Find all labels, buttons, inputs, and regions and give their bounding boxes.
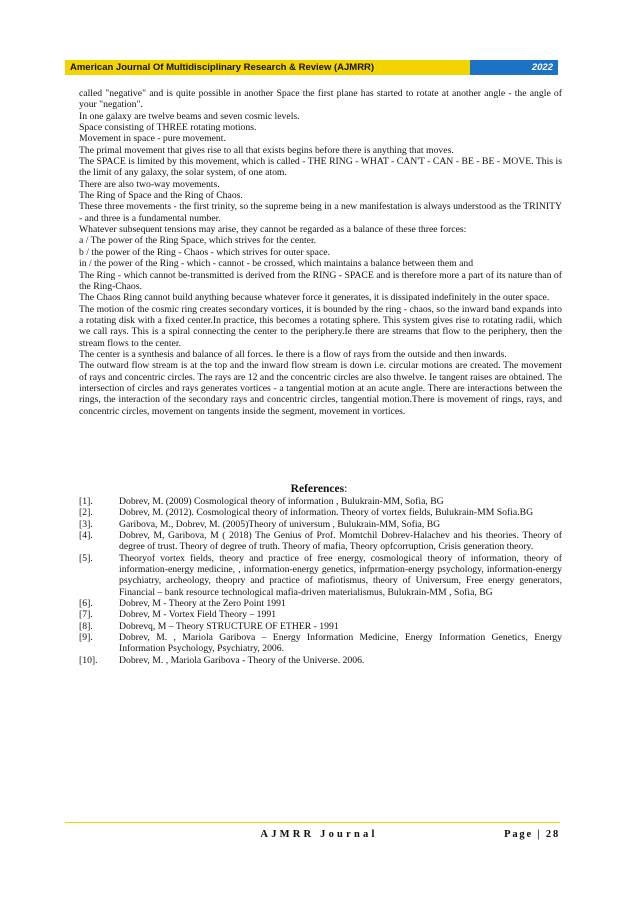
body-paragraph: The SPACE is limited by this movement, which is called - THE RING - WHAT - CAN'T - CAN - BE - BE - MOVE. This is the limit of any galaxy, the solar system, of one atom. <box>79 156 562 179</box>
reference-text: Dobrev, M. (2009) Cosmological theory of information , Bulukrain-MM, Sofia, BG <box>119 496 444 507</box>
footer-journal-label: AJMRR Journal <box>260 829 378 840</box>
reference-item <box>79 530 562 553</box>
body-paragraph: The center is a synthesis and balance of all forces. Ie there is a flow of rays from the outside and then inwards. <box>79 348 507 360</box>
journal-header-bar <box>65 60 558 75</box>
body-paragraph: The outward flow stream is at the top and the inward flow stream is down i.e. circular motions are created. The movement of rays and concentric circles. The rays are 12 and the concentric circles are also thwelve. Ie tangent raises are obtained. The intersection of circles and rays generates vortices - a tangential motion at an acute angle. There are interactions between the rings, the interaction of the secondary rays and concentric circles, tangential motion.There is movement of rings, rays, and concentric circles, movement on tangents inside the segment, movement in vortices. <box>79 360 562 417</box>
reference-item <box>79 598 562 609</box>
body-paragraph: In one galaxy are twelve beams and seven cosmic levels. <box>79 110 300 122</box>
reference-number: [1]. <box>79 496 93 507</box>
reference-text: Garibova, M., Dobrev, M. (2005)Theory of universum , Bulukrain-MM, Sofia, BG <box>119 518 441 530</box>
reference-text: Dobrev, M, Garibova, M ( 2018) The Genius of Prof. Momtchil Dobrev-Halachev and his theories. Theory of degree of trust. Theory of degree of truth. Theory of mafia, Theory opfcorruption, Crisis generation theory. <box>119 530 562 553</box>
body-paragraph: Movement in space - pure movement. <box>79 133 226 145</box>
reference-item <box>79 621 562 632</box>
footer-page-number: Page | 28 <box>504 829 560 840</box>
body-paragraph: The Ring of Space and the Ring of Chaos. <box>79 190 243 202</box>
body-paragraph: called "negative" and is quite possible in another Space the first plane has started to rotate at another angle - the angle of your "negation". <box>79 88 562 111</box>
reference-number: [2]. <box>79 507 93 519</box>
reference-number: [3]. <box>79 518 93 530</box>
reference-item <box>79 553 562 598</box>
references-list <box>79 496 562 666</box>
journal-year: 2022 <box>470 60 558 75</box>
reference-text: Dobrev, M. , Mariola Garibova – Energy Information Medicine, Energy Information Genetics, Energy Information Psychology, Psychiatry, 2006. <box>119 632 562 655</box>
reference-item <box>79 507 562 518</box>
body-paragraph: Space consisting of THREE rotating motions. <box>79 122 257 134</box>
body-paragraph: The Chaos Ring cannot build anything because whatever force it generates, it is dissipated indefinitely in the outer space. <box>79 292 550 304</box>
reference-number: [5]. <box>79 552 93 564</box>
reference-number: [8]. <box>79 620 93 632</box>
reference-item <box>79 519 562 530</box>
journal-title: American Journal Of Multidisciplinary Research & Review (AJMRR) <box>65 60 470 75</box>
reference-number: [10]. <box>79 654 98 666</box>
body-paragraph: Whatever subsequent tensions may arise, they cannot be regarded as a balance of these three forces: <box>79 224 467 236</box>
reference-number: [9]. <box>79 632 93 644</box>
reference-item <box>79 609 562 620</box>
body-paragraph: b / the power of the Ring - Chaos - which strives for outer space. <box>79 246 331 258</box>
body-paragraph: These three movements - the first trinity, so the supreme being in a new manifestation is always understood as the TRINITY - and three is a fundamental number. <box>79 201 562 224</box>
reference-text: Dobrev, M - Vortex Field Theory – 1991 <box>119 609 277 621</box>
body-paragraph: a / The power of the Ring Space, which strives for the center. <box>79 235 317 247</box>
reference-item <box>79 632 562 655</box>
reference-text: Dobrevq, M – Theory STRUCTURE OF ETHER - 1991 <box>119 620 339 632</box>
body-paragraph: The Ring - which cannot be-transmitted is derived from the RING - SPACE and is therefore more a part of its nature than of the Ring-Chaos. <box>79 269 562 292</box>
body-paragraph: The primal movement that gives rise to all that exists begins before there is anything that moves. <box>79 144 454 156</box>
footer-divider <box>65 822 560 823</box>
reference-item <box>79 496 562 507</box>
references-title-colon: : <box>344 483 348 495</box>
reference-item <box>79 655 562 666</box>
reference-text: Theoryof vortex fields, theory and practice of free energy, cosmological theory of information, theory of information-energy medicine, , information-energy genetics, infprmation-energy psychology, information-energy psychiatry, archeology, theopry and practice of mafiotismus, theory of Universum, Free energy generators, Financial – bank resource technological mafia-driven materialismus, Bulukrain-MM , Sofia, BG <box>119 552 562 598</box>
reference-text: Dobrev, M. , Mariola Garibova - Theory of the Universe. 2006. <box>119 654 365 666</box>
reference-text: Dobrev, M - Theory at the Zero Point 1991 <box>119 598 286 610</box>
body-paragraph: The motion of the cosmic ring creates secondary vortices, it is bounded by the ring - chaos, so the inward band expands into a rotating disk with a fixed center.In practice, this becomes a rotating sphere. This system gives rise to rotating radii, which we call rays. This is a spiral connecting the center to the periphery.Ie there are streams that flow to the periphery, then the stream flows to the center. <box>79 303 562 349</box>
body-text <box>79 88 562 417</box>
reference-number: [6]. <box>79 598 93 610</box>
body-paragraph: in / the power of the Ring - which - cannot - be crossed, which maintains a balance between them and <box>79 258 474 270</box>
reference-text: Dobrev, M. (2012). Cosmological theory of information. Theory of vortex fields, Bulukrain-MM Sofia.BG <box>119 507 534 519</box>
reference-number: [4]. <box>79 530 93 542</box>
references-title: References <box>290 483 345 495</box>
reference-number: [7]. <box>79 609 93 621</box>
body-paragraph: There are also two-way movements. <box>79 178 220 190</box>
references-heading <box>0 482 638 496</box>
